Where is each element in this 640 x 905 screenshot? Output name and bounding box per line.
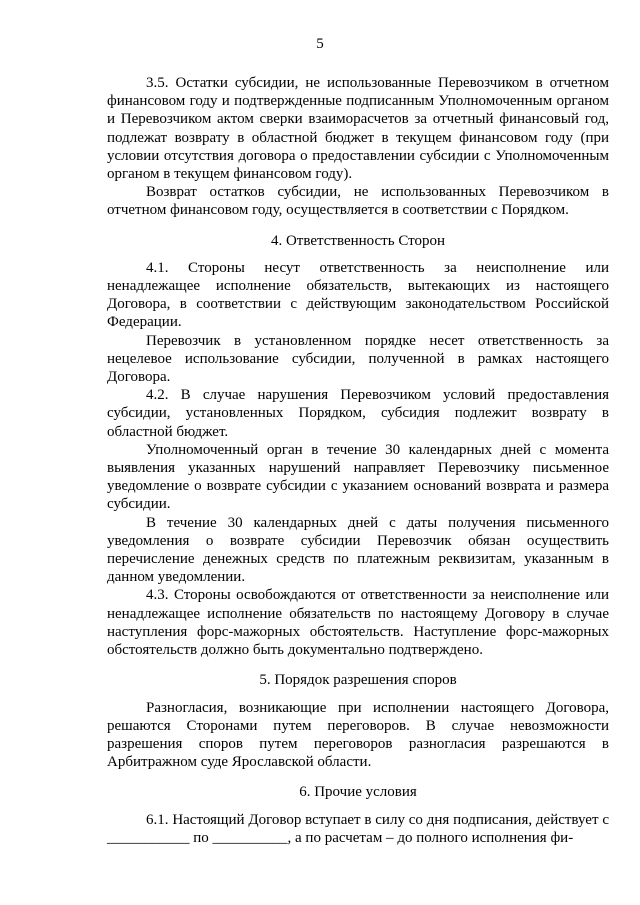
section-heading-6: 6. Прочие условия [299, 784, 417, 801]
paragraph-4-1: 4.1. Стороны несут ответственность за неисполнение или ненадлежащее исполнение обязательств, вытекающих из настоящего Договора, в соответствии с действующим законодательством Российской Федерации. [107, 259, 609, 331]
paragraph-4-2-notice: Уполномоченный орган в течение 30 календарных дней с момента выявления указанных нарушений направляет Перевозчику письменное уведомление о возврате субсидии с указанием оснований возврата и размера субсидии. [107, 441, 609, 513]
section-heading-4: 4. Ответственность Сторон [270, 232, 446, 249]
paragraph-4-3: 4.3. Стороны освобождаются от ответственности за неисполнение или ненадлежащее исполнение обязательств по настоящему Договору в случае наступления форс-мажорных обстоятельств. Наступление форс-мажорных обстоятельств должно быть документально подтверждено. [107, 587, 609, 659]
paragraph-3-5-return: Возврат остатков субсидии, не использованных Перевозчиком в отчетном финансовом году, осуществляется в соответствии с Порядком. [107, 184, 609, 219]
paragraph-6-1: 6.1. Настоящий Договор вступает в силу со дня подписания, действует с ___________ по __________, а по расчетам – до полного исполнения фи- [107, 811, 609, 846]
paragraph-5: Разногласия, возникающие при исполнении настоящего Договора, решаются Сторонами путем переговоров. В случае невозможности разрешения споров путем переговоров разногласия разрешаются в Арбитражном суде Ярославской области. [107, 699, 609, 771]
paragraph-3-5: 3.5. Остатки субсидии, не использованные Перевозчиком в отчетном финансовом году и подтвержденные подписанным Уполномоченным органом и Перевозчиком актом сверки взаиморасчетов за отчетный финансовый год, подлежат возврату в областной бюджет в текущем финансовом году (при условии отсутствия договора о предоставлении субсидии с Уполномоченным органом в текущем финансовом году). [107, 75, 609, 183]
section-heading-5: 5. Порядок разрешения споров [259, 672, 457, 689]
paragraph-4-2-deadline: В течение 30 календарных дней с даты получения письменного уведомления о возврате субсидии Перевозчик обязан осуществить перечисление денежных средств по платежным реквизитам, указанным в данном уведомлении. [107, 514, 609, 586]
paragraph-4-2: 4.2. В случае нарушения Перевозчиком условий предоставления субсидии, установленных Порядком, субсидия подлежит возврату в областной бюджет. [107, 387, 609, 440]
page-number: 5 [316, 36, 324, 52]
document-body [107, 74, 609, 847]
paragraph-4-1-carrier: Перевозчик в установленном порядке несет ответственность за нецелевое использование субсидии, полученной в рамках настоящего Договора. [107, 332, 609, 386]
